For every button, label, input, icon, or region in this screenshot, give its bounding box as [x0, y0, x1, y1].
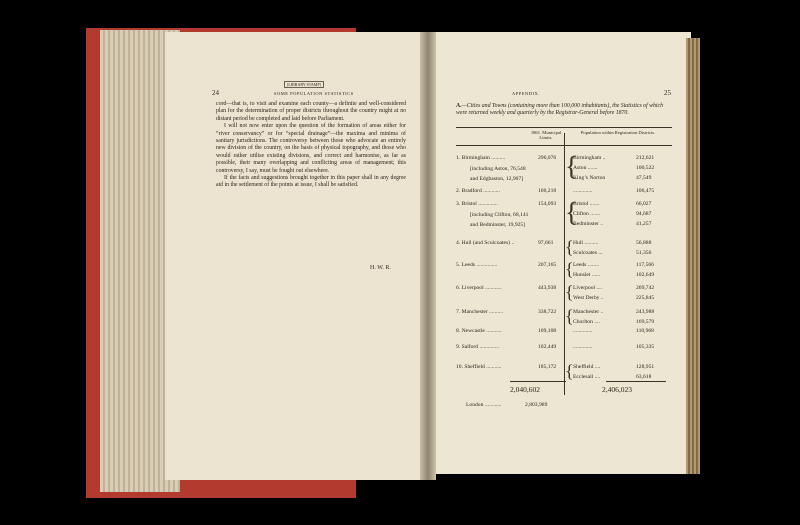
table-row-label: and Edgbaston, 12,907] — [470, 176, 524, 182]
district-name: Chorlton .... — [573, 319, 600, 325]
district-value: 100,522 — [636, 165, 655, 171]
london-value: 2,803,989 — [525, 402, 548, 408]
london-label: London ............ — [466, 402, 502, 408]
table-row-label: 1. Birmingham .......... — [456, 155, 506, 161]
col-head-municipal: 1861. Municipal Limits. — [530, 130, 562, 141]
table-rule-top — [456, 127, 672, 128]
brace: { — [565, 197, 578, 227]
district-value: 51,356 — [636, 250, 652, 256]
municipal-value: 338,722 — [538, 309, 557, 315]
total-rule-left — [510, 381, 566, 382]
table-row-label: 4. Hull (and Sculcoates) .. — [456, 240, 515, 246]
left-page — [165, 32, 427, 480]
table-row-label: 9. Salford .............. — [456, 344, 500, 350]
district-name: Bristol ....... — [573, 201, 600, 207]
brace: { — [565, 151, 578, 181]
table-row-label: 5. Leeds ............... — [456, 262, 498, 268]
district-name: Sheffield .... — [573, 364, 601, 370]
brace: { — [565, 361, 574, 381]
district-name: West Derby .. — [573, 295, 604, 301]
district-name: Manchester .. — [573, 309, 604, 315]
district-name: .............. — [573, 328, 593, 334]
district-value: 117,566 — [636, 262, 654, 268]
district-name: Hull .......... — [573, 240, 599, 246]
total-districts: 2,406,023 — [602, 385, 632, 394]
district-value: 105,335 — [636, 344, 655, 350]
district-value: 225,845 — [636, 295, 655, 301]
district-value: 243,988 — [636, 309, 655, 315]
brace: { — [565, 306, 574, 326]
municipal-value: 207,165 — [538, 262, 557, 268]
municipal-value: 109,108 — [538, 328, 557, 334]
district-name: Hunslet ...... — [573, 272, 601, 278]
paragraph: If the facts and suggestions brought together in this paper shall in any degree aid in the settlement of the points at issue, I shall be satisfied. — [216, 175, 406, 189]
paragraph: cord—that is, to visit and examine each county—a definite and well-considered plan for the determination of proper districts throughout the country might at no distant period be completed and laid before Parliament. — [216, 101, 406, 122]
district-value: 63,618 — [636, 374, 652, 380]
district-value: 110,968 — [636, 328, 654, 334]
district-value: 66,027 — [636, 201, 652, 207]
brace: { — [565, 282, 574, 302]
district-value: 128,951 — [636, 364, 655, 370]
brace: { — [565, 237, 574, 257]
district-name: Bedminster .. — [573, 221, 603, 227]
district-value: 41,257 — [636, 221, 652, 227]
municipal-value: 106,218 — [538, 188, 557, 194]
municipal-value: 443,938 — [538, 285, 557, 291]
table-row-label: and Bedminster, 19,925] — [470, 222, 526, 228]
table-row-label: [including Clifton, 68,141 — [470, 212, 529, 218]
table-row-label: [including Aston, 76,548 — [470, 166, 526, 172]
district-name: .............. — [573, 188, 593, 194]
district-name: Liverpool .... — [573, 285, 603, 291]
total-municipal: 2,040,602 — [510, 385, 540, 394]
table-title-text: —Cities and Towns (containing more than 100,000 inhabitants), the Statistics of which were returned weekly and quarterly by the Registrar-General before 1870. — [456, 103, 663, 116]
table-row-label: 6. Liverpool ............ — [456, 285, 502, 291]
table-letter: A. — [456, 103, 462, 109]
municipal-value: 102,449 — [538, 344, 557, 350]
right-page-number: 25 — [664, 89, 671, 97]
district-value: 56,888 — [636, 240, 652, 246]
left-running-head: SOME POPULATION STATISTICS — [274, 91, 354, 96]
right-page-edges — [686, 38, 700, 474]
table-title — [456, 103, 666, 116]
paragraph: I will not now enter upon the question of the formation of areas either for “river conservancy” or for “special drainage”—the maxima and minima of sanitary jurisdictions. The controversy between those who advocate an entirely new division of the country, on the basis of physical topography, and those who would rather utilise existing divisions, and correct and harmonise, as far as possible, their many overlapping and conflicting areas of management; this controversy, I say, must be fought out elsewhere. — [216, 123, 406, 174]
district-name: King’s Norton — [573, 175, 606, 181]
district-value: 212,621 — [636, 155, 655, 161]
district-value: 106,475 — [636, 188, 655, 194]
col-head-registration: Population within Registration Districts. — [580, 130, 656, 135]
municipal-value: 154,093 — [538, 201, 557, 207]
district-name: Aston ....... — [573, 165, 598, 171]
right-running-head: APPENDIX. — [512, 91, 540, 96]
municipal-value: 97,661 — [538, 240, 554, 246]
district-name: Sculcoates ... — [573, 250, 603, 256]
district-value: 269,742 — [636, 285, 655, 291]
table-row-label: 8. Newcastle ........... — [456, 328, 502, 334]
district-value: 102,649 — [636, 272, 655, 278]
district-value: 169,579 — [636, 319, 655, 325]
left-body-text — [216, 101, 406, 190]
municipal-value: 296,076 — [538, 155, 557, 161]
signature: H. W. R. — [370, 265, 391, 271]
district-value: 94,687 — [636, 211, 652, 217]
district-name: Ecclesall .... — [573, 374, 601, 380]
district-name: .............. — [573, 344, 593, 350]
book-spine — [420, 32, 436, 480]
total-rule-right — [606, 381, 666, 382]
table-row-label: 7. Manchester .......... — [456, 309, 504, 315]
district-name: Birmingham .. — [573, 155, 606, 161]
table-row-label: 10. Sheffield ........... — [456, 364, 502, 370]
district-name: Clifton ....... — [573, 211, 601, 217]
brace: { — [565, 259, 574, 279]
district-name: Leeds ........ — [573, 262, 599, 268]
table-row-label: 2. Bradford ............ — [456, 188, 500, 194]
district-value: 47,549 — [636, 175, 652, 181]
table-row-label: 3. Bristol .............. — [456, 201, 498, 207]
municipal-value: 185,172 — [538, 364, 557, 370]
left-page-number: 24 — [212, 89, 219, 97]
library-stamp: [LIBRARY STAMP] — [284, 81, 324, 88]
